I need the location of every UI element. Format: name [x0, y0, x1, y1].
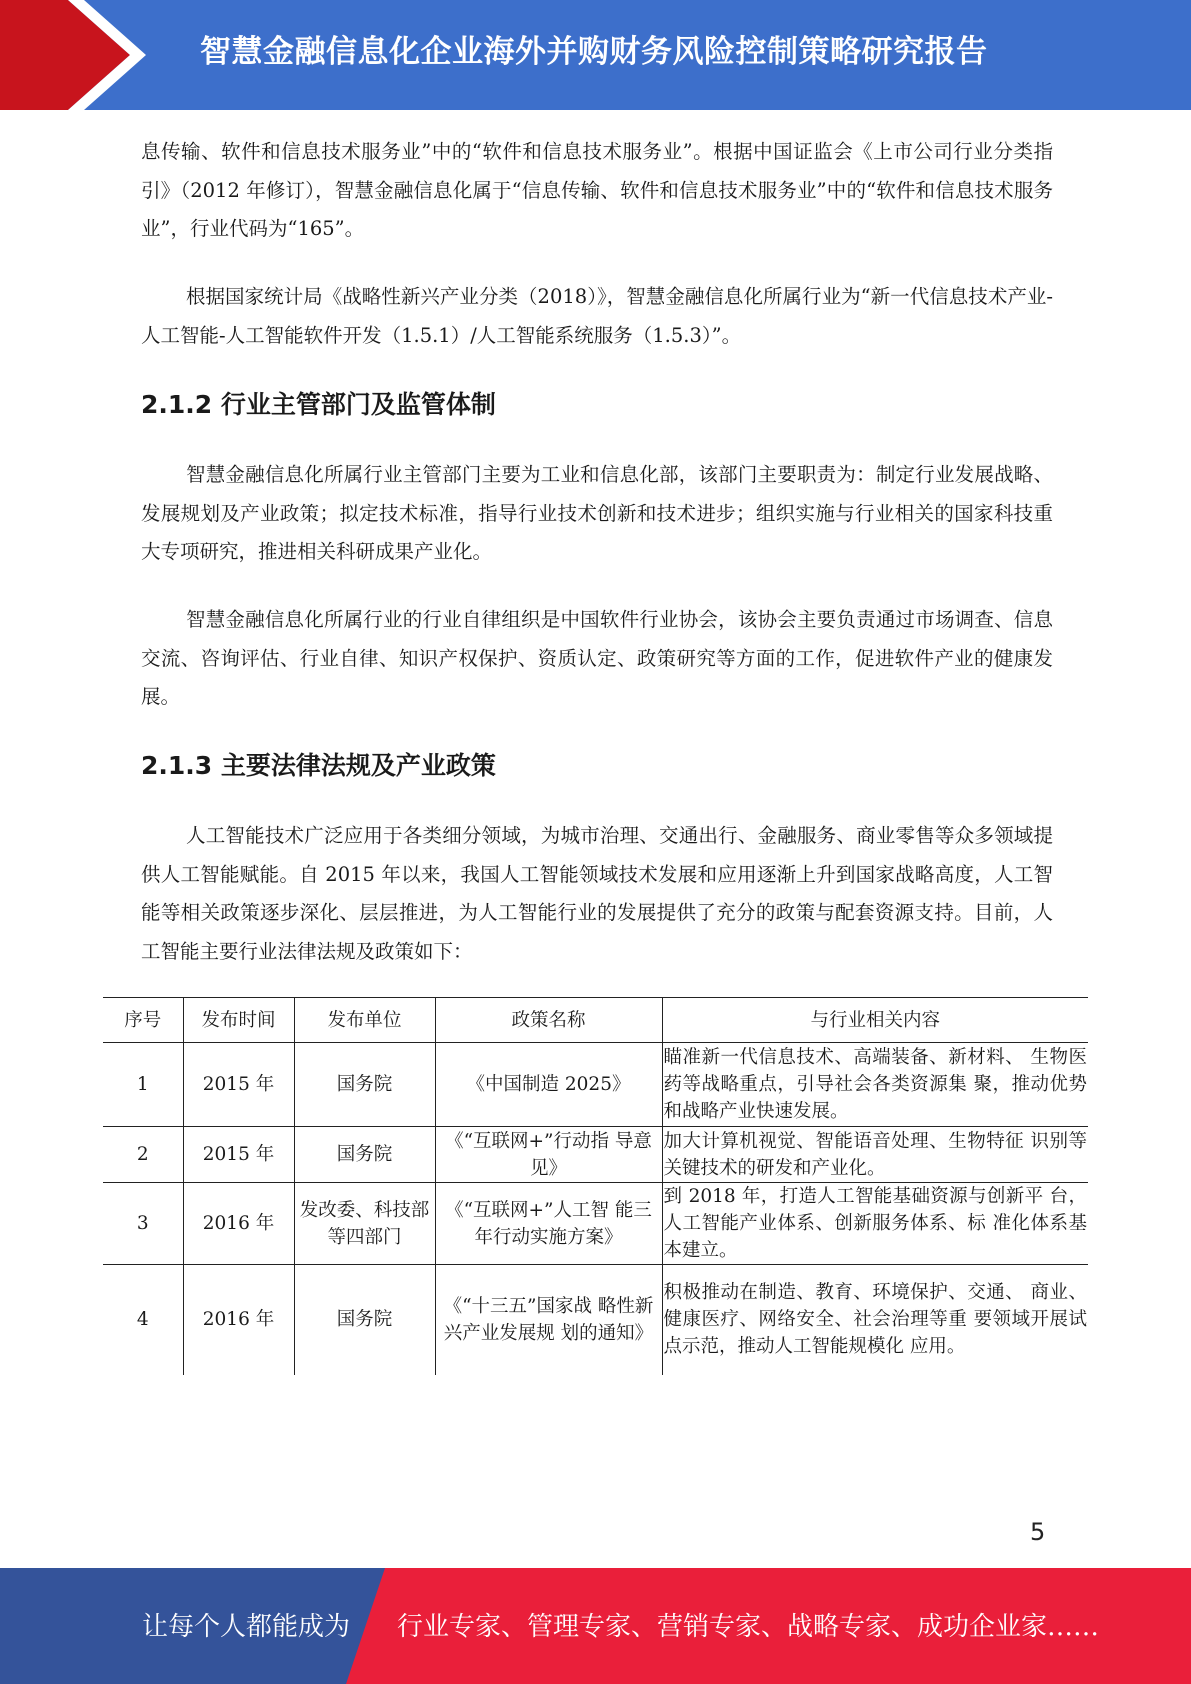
cell-content: 瞄准新一代信息技术、高端装备、新材料、 生物医药等战略重点，引导社会各类资源集 聚，推动优势和战略产业快速发展。 — [662, 1043, 1088, 1127]
page-number: 5 — [1030, 1518, 1046, 1546]
section-heading-policies: 2.1.3 主要法律法规及产业政策 — [141, 751, 496, 780]
cell-number: 1 — [103, 1043, 183, 1127]
page-footer — [0, 1568, 1191, 1684]
cell-org: 国务院 — [294, 1127, 435, 1183]
footer-slogan-right: 行业专家、管理专家、营销专家、战略专家、成功企业家…… — [397, 1612, 1100, 1642]
column-header-content: 与行业相关内容 — [662, 998, 1088, 1043]
column-header-number: 序号 — [103, 998, 183, 1043]
footer-slogan-left: 让每个人都能成为 — [142, 1612, 351, 1642]
cell-org: 国务院 — [294, 1043, 435, 1127]
cell-date: 2015 年 — [183, 1127, 294, 1183]
cell-content: 加大计算机视觉、智能语音处理、生物特征 识别等关键技术的研发和产业化。 — [662, 1127, 1088, 1183]
cell-org: 国务院 — [294, 1265, 435, 1375]
cell-policy-name: 《“十三五”国家战 略性新兴产业发展规 划的通知》 — [435, 1265, 662, 1375]
paragraph-industry-classification: 息传输、软件和信息技术服务业”中的“软件和信息技术服务业”。根据中国证监会《上市公司行业分类指引》（2012 年修订），智慧金融信息化属于“信息传输、软件和信息技术服务业”中的“软件和信息技术服务业”，行业代码为“165”。 — [141, 140, 1053, 240]
column-header-policy-name: 政策名称 — [435, 998, 662, 1043]
column-header-date: 发布时间 — [183, 998, 294, 1043]
cell-number: 2 — [103, 1127, 183, 1183]
cell-content: 到 2018 年，打造人工智能基础资源与创新平 台，人工智能产业体系、创新服务体系、标 准化体系基本建立。 — [662, 1183, 1088, 1265]
paragraph-strategic-industry: 根据国家统计局《战略性新兴产业分类（2018）》，智慧金融信息化所属行业为“新一代信息技术产业-人工智能-人工智能软件开发（1.5.1）/人工智能系统服务（1.5.3）”。 — [141, 285, 1053, 347]
table-row — [103, 1043, 1088, 1127]
paragraph-ai-policy-intro: 人工智能技术广泛应用于各类细分领域，为城市治理、交通出行、金融服务、商业零售等众多领域提供人工智能赋能。自 2015 年以来，我国人工智能领域技术发展和应用逐渐上升到国家战略高度，人工智能等相关政策逐步深化、层层推进，为人工智能行业的发展提供了充分的政策与配套资源支持。目前，人工智能主要行业法律法规及政策如下： — [141, 824, 1053, 963]
table-header-row — [103, 998, 1088, 1043]
cell-policy-name: 《“互联网+”行动指 导意见》 — [435, 1127, 662, 1183]
cell-org: 发改委、科技部等四部门 — [294, 1183, 435, 1265]
section-heading-regulatory: 2.1.2 行业主管部门及监管体制 — [141, 390, 496, 419]
cell-policy-name: 《“互联网+”人工智 能三年行动实施方案》 — [435, 1183, 662, 1265]
paragraph-authority: 智慧金融信息化所属行业主管部门主要为工业和信息化部，该部门主要职责为：制定行业发展战略、发展规划及产业政策；拟定技术标准，指导行业技术创新和技术进步；组织实施与行业相关的国家科技重大专项研究，推进相关科研成果产业化。 — [141, 463, 1053, 563]
table-row — [103, 1265, 1088, 1375]
document-title: 智慧金融信息化企业海外并购财务风险控制策略研究报告 — [200, 34, 988, 70]
policy-table — [103, 997, 1088, 1375]
table-row — [103, 1127, 1088, 1183]
cell-date: 2016 年 — [183, 1265, 294, 1375]
cell-policy-name: 《中国制造 2025》 — [435, 1043, 662, 1127]
cell-date: 2016 年 — [183, 1183, 294, 1265]
cell-number: 4 — [103, 1265, 183, 1375]
column-header-org: 发布单位 — [294, 998, 435, 1043]
table-row — [103, 1183, 1088, 1265]
cell-number: 3 — [103, 1183, 183, 1265]
page-header — [0, 0, 1191, 110]
cell-content: 积极推动在制造、教育、环境保护、交通、 商业、健康医疗、网络安全、社会治理等重 要领域开展试点示范，推动人工智能规模化 应用。 — [663, 1282, 1087, 1358]
cell-date: 2015 年 — [183, 1043, 294, 1127]
paragraph-self-regulation: 智慧金融信息化所属行业的行业自律组织是中国软件行业协会，该协会主要负责通过市场调查、信息交流、咨询评估、行业自律、知识产权保护、资质认定、政策研究等方面的工作，促进软件产业的健康发展。 — [141, 608, 1053, 708]
